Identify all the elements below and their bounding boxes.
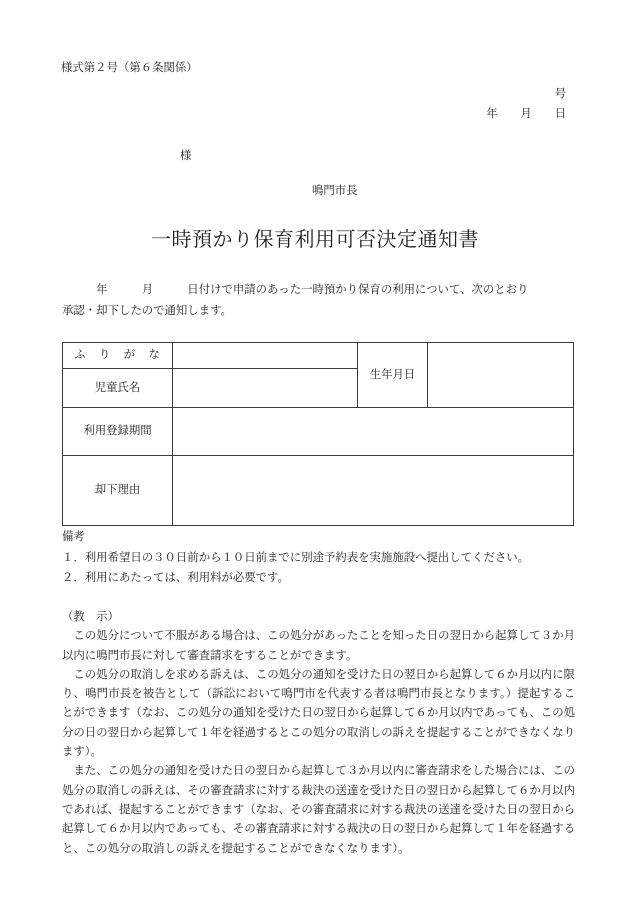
issue-date-line: 年 月 日 <box>486 108 566 120</box>
document-title: 一時預かり保育利用可否決定通知書 <box>151 229 479 251</box>
body-text <box>62 280 575 321</box>
child-info-table <box>62 342 574 526</box>
remarks-heading: 備考 <box>62 531 85 543</box>
rejection-reason-value-cell <box>173 456 574 526</box>
form-number: 様式第２号（第６条関係） <box>61 62 198 74</box>
furigana-value-cell <box>173 343 358 369</box>
furigana-label: ふ り が な <box>63 343 173 369</box>
birthdate-label: 生年月日 <box>358 343 428 408</box>
issuer-name: 鳴門市長 <box>312 185 358 197</box>
body-text-line: 承認・却下したので通知します。 <box>62 304 232 317</box>
registration-period-value-cell <box>173 408 574 456</box>
registration-period-label: 利用登録期間 <box>63 408 173 456</box>
remark-item: １．利用希望日の３０日前から１０日前までに別途予約表を実施施設へ提出してください。 <box>62 551 530 564</box>
document-number-suffix: 号 <box>554 88 566 100</box>
remarks-section <box>62 527 576 589</box>
rejection-reason-label: 却下理由 <box>63 456 173 526</box>
child-name-value-cell <box>173 369 358 408</box>
remark-item: ２．利用にあたっては、利用料が必要です。 <box>62 572 289 585</box>
birthdate-value-cell <box>428 343 574 408</box>
appeal-notice-heading: （教 示） <box>62 611 119 623</box>
appeal-paragraph: この処分について不服がある場合は、この処分があったことを知った日の翌日から起算して３か月以内に鳴門市長に対して審査請求をすることができます。 <box>62 630 575 662</box>
addressee-suffix: 様 <box>180 150 192 162</box>
appeal-notice-section <box>62 608 575 859</box>
appeal-paragraph: また、この処分の通知を受けた日の翌日から起算して３か月以内に審査請求をした場合には、この処分の取消しの訴えは、その審査請求に対する裁決の送達を受けた日の翌日から起算して６か月以内であれば、提起することができます（なお、その審査請求に対する裁決の送達を受けた日の翌日から起算して６か月以内であっても、その審査請求に対する裁決の日の翌日から起算して１年を経過すると、この処分の取消しの訴えを提起することができなくなります）。 <box>62 765 575 855</box>
appeal-paragraph: この処分の取消しを求める訴えは、この処分の通知を受けた日の翌日から起算して６か月以内に限り、鳴門市長を被告として（訴訟において鳴門市を代表する者は鳴門市長となります。）提起することができます（なお、この処分の通知を受けた日の翌日から起算して６か月以内であっても、この処分の日の翌日から起算して１年を経過するとこの処分の取消しの訴えを提起することができなくなります）。 <box>62 668 575 759</box>
child-name-label: 児童氏名 <box>63 369 173 408</box>
body-text-line: 年 月 日付けで申請のあった一時預かり保育の利用について、次のとおり <box>62 284 529 296</box>
